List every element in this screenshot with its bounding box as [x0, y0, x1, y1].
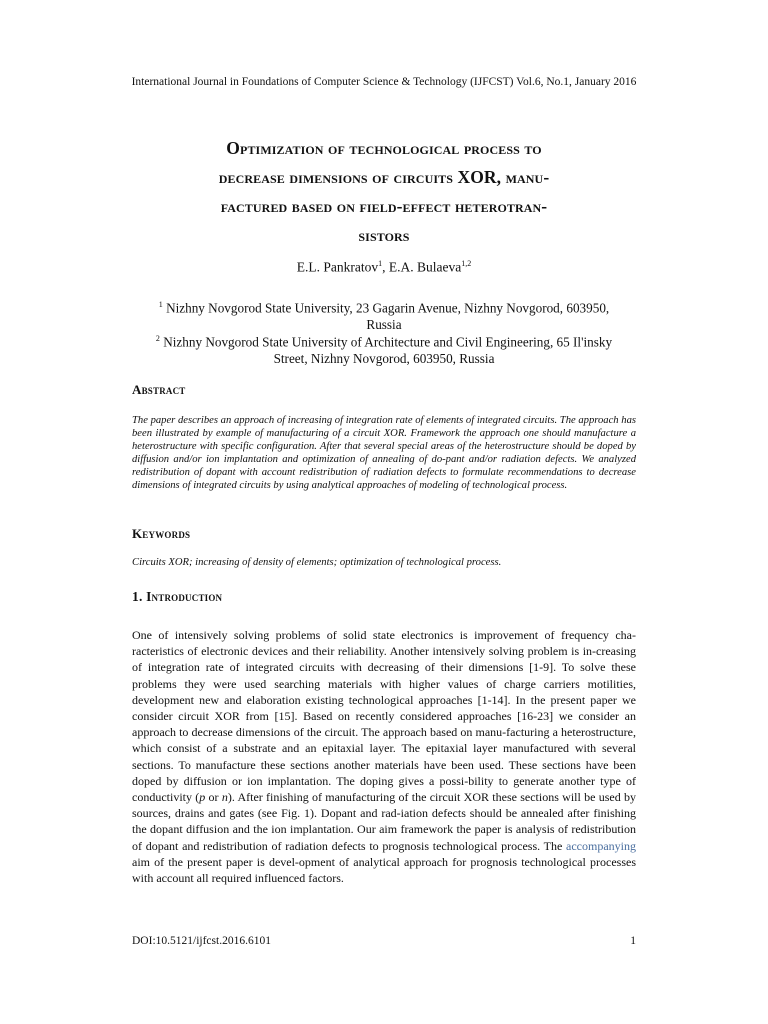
affiliation-1	[132, 296, 636, 333]
author-2-affiliation-mark: 1,2	[461, 259, 472, 268]
introduction-heading: 1. Introduction	[132, 589, 223, 604]
title-line-4: sistors	[358, 225, 410, 245]
page-number: 1	[630, 935, 636, 947]
abstract-text: The paper describes an approach of increasing of integration rate of elements of integrated circuits. The approach has been illustrated by example of manufacturing of a circuit XOR. Framework the approach one should manufacture a heterostructure with specific configuration. After that several special areas of the heterostructure should be doped by diffusion and/or ion implantation and optimization of annealing of do-pant and/or radiation defects. We analyzed redistribution of dopant with account redistribution of radiation defects to formulate recommendations to decrease dimensions of integrated circuits by using analytical approaches of modeling of technological process.	[132, 415, 636, 491]
introduction-paragraph	[132, 627, 636, 886]
title-line-3: factured based on field-effect heterotran-	[220, 196, 548, 216]
affiliation-1-text: Nizhny Novgorod State University, 23 Gagarin Avenue, Nizhny Novgorod, 603950,	[162, 300, 610, 316]
affiliation-2-line-2: Street, Nizhny Novgorod, 603950, Russia	[273, 351, 495, 367]
footer-doi: DOI:10.5121/ijfcst.2016.6101	[132, 935, 271, 947]
abstract-heading: Abstract	[132, 382, 186, 397]
keywords-text: Circuits XOR; increasing of density of elements; optimization of technological process.	[132, 557, 502, 568]
affiliation-2-line-1	[132, 330, 636, 350]
intro-highlighted-word: accompanying	[566, 838, 636, 853]
intro-italic-n: n	[221, 790, 228, 805]
keywords-heading: Keywords	[132, 526, 191, 541]
intro-or-word: or	[205, 790, 222, 805]
title-line-1: Optimization of technological process to	[226, 138, 542, 158]
intro-text-part-1: One of intensively solving problems of solid state electronics is improvement of frequency cha-racteristics of electronic devices and their reliability. Another intensively solving problem is in-creasing of integration rate of integrated circuits with decreasing of their dimensions [1-9]. To solve these problems they were used searching materials with higher values of charge carriers motilities, development new and elaboration existing technological approaches [1-14]. In the present paper we consider circuit XOR from [15]. Based on recently considered approaches [16-23] we consider an approach to decrease dimensions of the circuit. The approach based on manu-facturing a heterostructure, which consist of a substrate and an epitaxial layer. The epitaxial layer manufactured with several sections. To manufacture these sections another materials have been used. These sections have been doped by diffusion or ion implantation. The doping gives a possi-bility to generate another type of conductivity (	[132, 628, 636, 805]
affiliation-1-line-2: Russia	[366, 317, 402, 333]
affiliation-1-line-1	[132, 296, 636, 316]
running-header: International Journal in Foundations of Computer Science & Technology (IJFCST) Vol.6, No.1, January 2016	[131, 76, 637, 88]
title-line-2: decrease dimensions of circuits XOR, manu-	[218, 167, 550, 187]
author-1-name: E.L. Pankratov	[296, 259, 379, 275]
affiliation-2	[132, 330, 636, 367]
author-list	[0, 259, 768, 276]
affiliation-2-text: Nizhny Novgorod State University of Architecture and Civil Engineering, 65 Il'insky	[159, 334, 613, 350]
author-separator: ,	[382, 259, 389, 275]
affiliation-2-mark: 2	[155, 334, 160, 343]
author-1-affiliation-mark: 1	[378, 259, 383, 268]
intro-text-part-2: ). After finishing of manufacturing of the circuit XOR these sections will be used by sources, drains and gates (see Fig. 1). Dopant and rad-iation defects should be annealed after finishing the dopant diffusion and the ion implantation. Our aim framework the paper is analysis of redistribution of dopant and redistribution of radiation defects to prognosis technological process. The	[132, 790, 636, 853]
paper-title	[110, 134, 658, 250]
affiliation-1-mark: 1	[158, 300, 163, 309]
intro-italic-p: p	[199, 790, 206, 805]
intro-text-part-3: aim of the present paper is devel-opment of analytical approach for prognosis technological processes with account all required influenced factors.	[132, 854, 636, 886]
author-2-name: E.A. Bulaeva	[388, 259, 462, 275]
